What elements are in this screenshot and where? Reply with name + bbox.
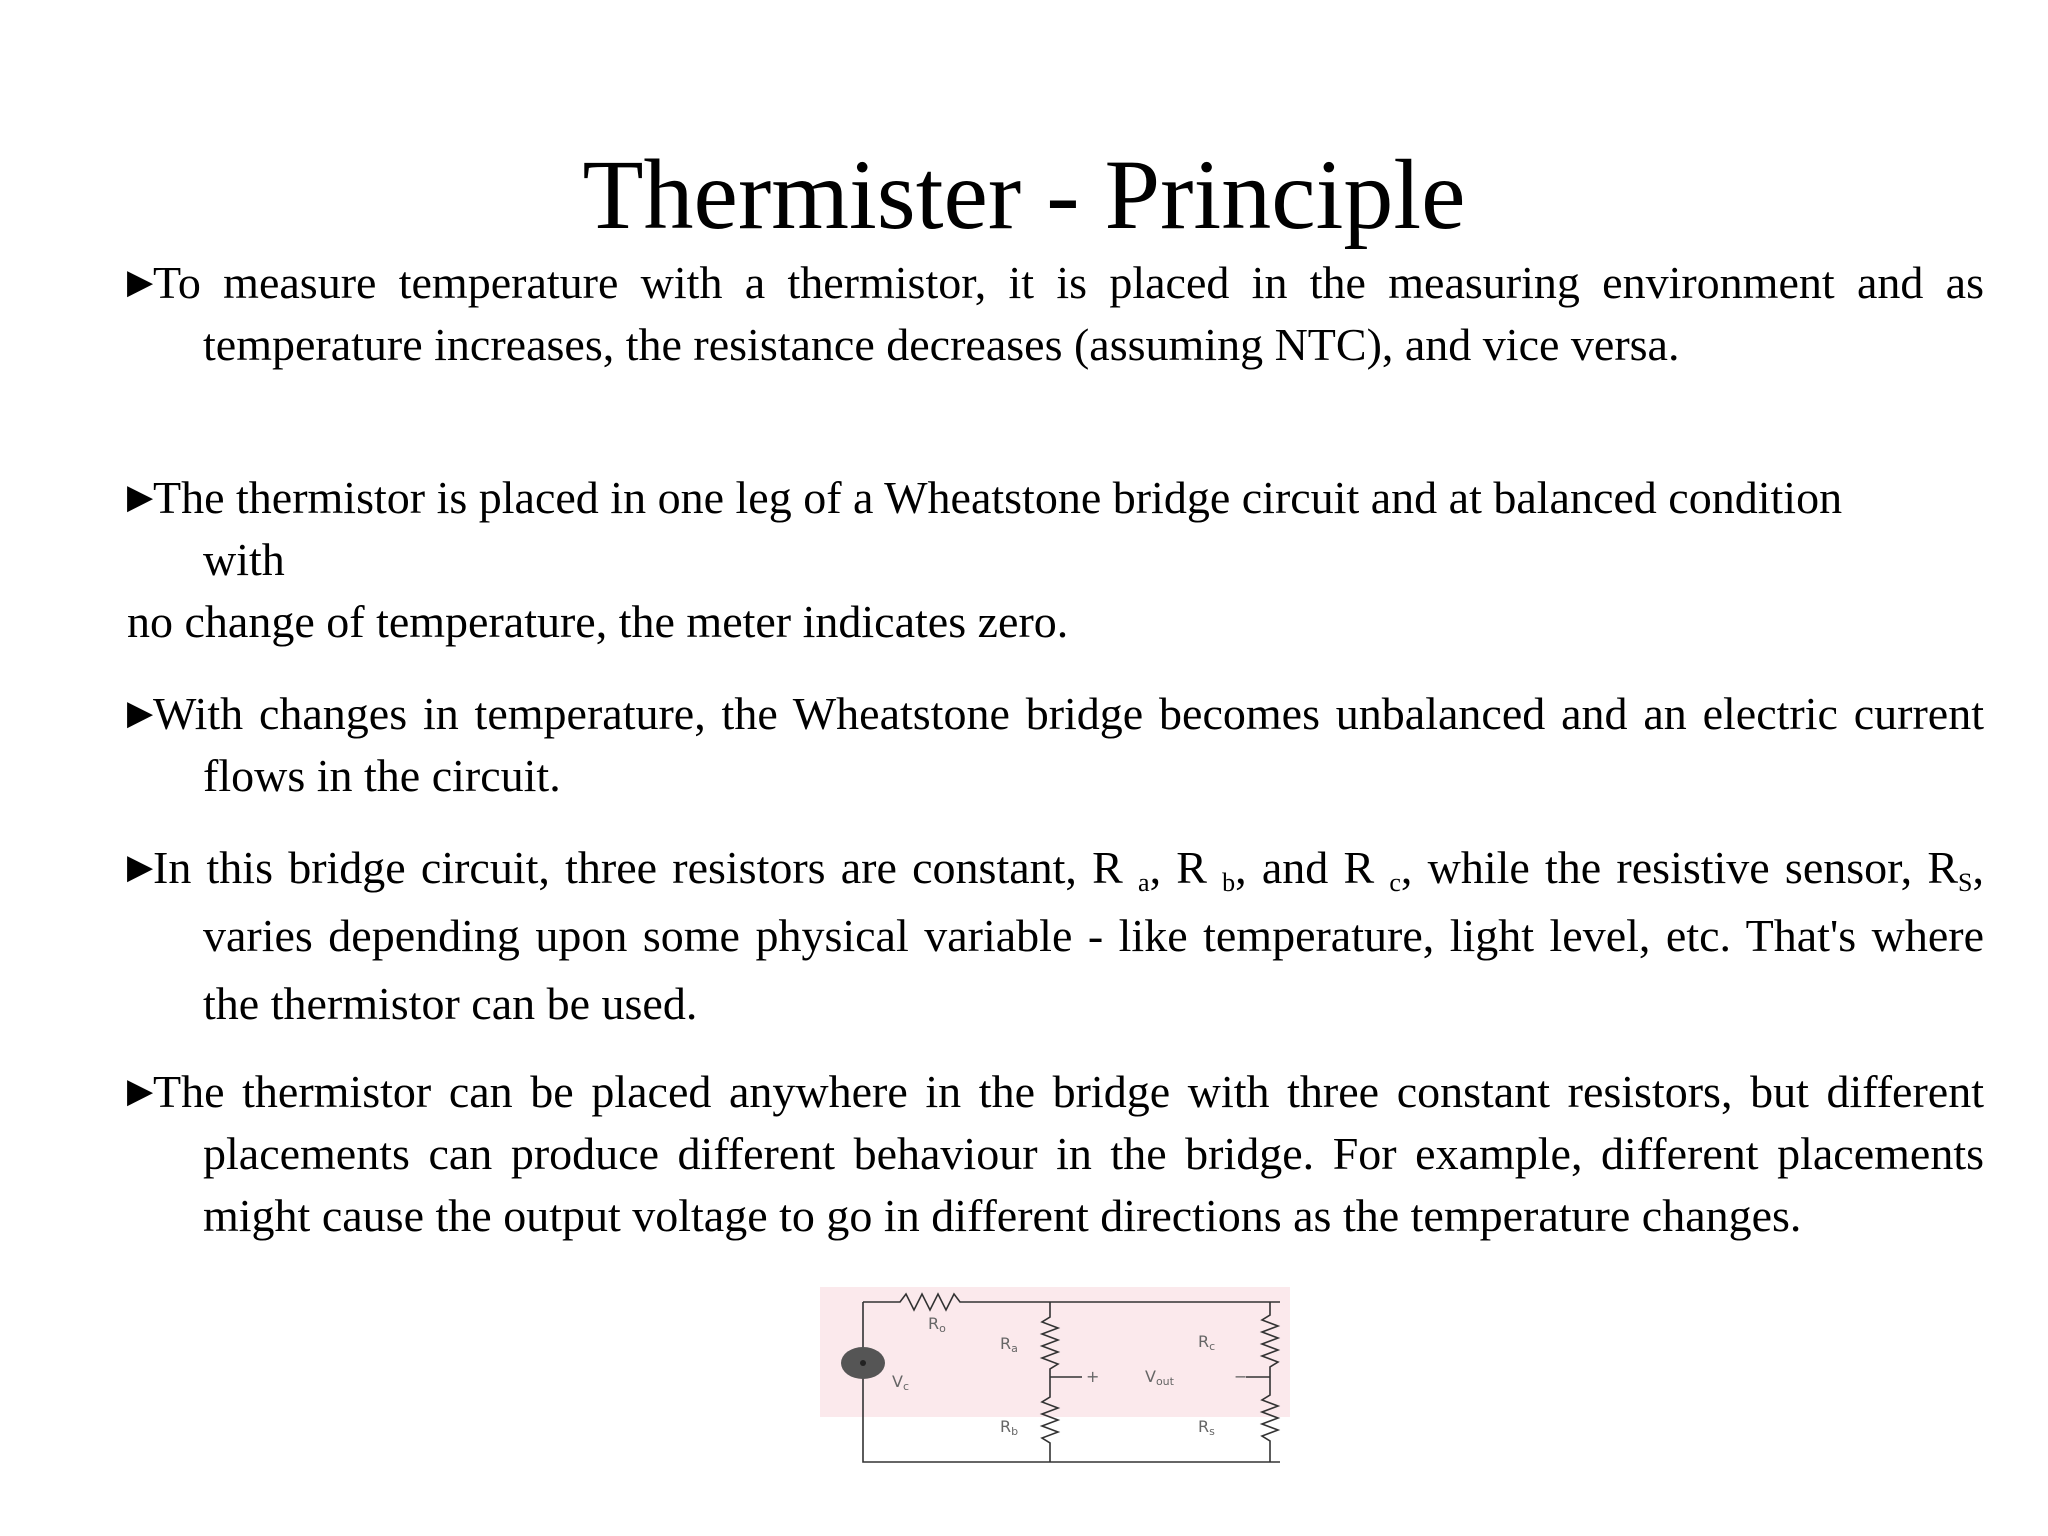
bullet-2-text: The thermistor is placed in one leg of a Wheatstone bridge circuit and at balanced condition with bbox=[153, 472, 1843, 585]
bullet-marker-icon: ▶ bbox=[127, 849, 154, 886]
subscript-c: c bbox=[1389, 868, 1401, 897]
bullet-2 bbox=[127, 467, 1917, 591]
label-rb: Rb bbox=[1000, 1417, 1019, 1438]
wheatstone-bridge-diagram bbox=[820, 1287, 1290, 1470]
label-vc: Vc bbox=[892, 1372, 910, 1393]
label-rc: Rc bbox=[1198, 1332, 1216, 1353]
bullet-3 bbox=[127, 683, 1984, 807]
bullet-1 bbox=[127, 252, 1984, 376]
bullet-5-text: The thermistor can be placed anywhere in the bridge with three constant resistors, but different placements can produce different behaviour in the bridge. For example, different placements might cause the output voltage to go in different directions as the temperature changes. bbox=[153, 1066, 1984, 1241]
subscript-b: b bbox=[1222, 868, 1236, 897]
subscript-s: S bbox=[1958, 868, 1973, 897]
bullet-marker-icon: ▶ bbox=[127, 695, 154, 732]
label-vout: Vout bbox=[1145, 1367, 1174, 1388]
voltage-source-center bbox=[860, 1360, 866, 1366]
label-ra: Ra bbox=[1000, 1334, 1018, 1355]
label-minus: − bbox=[1234, 1367, 1248, 1386]
bullet-marker-icon: ▶ bbox=[127, 479, 154, 516]
slide-title: Thermister - Principle bbox=[582, 139, 1466, 250]
subscript-a: a bbox=[1138, 868, 1150, 897]
label-plus: + bbox=[1086, 1367, 1100, 1386]
bullet-3-text: With changes in temperature, the Wheatstone bridge becomes unbalanced and an electric current flows in the circuit. bbox=[153, 688, 1984, 801]
label-ro: Ro bbox=[928, 1314, 946, 1335]
bullet-marker-icon: ▶ bbox=[127, 1073, 154, 1110]
bullet-1-text: To measure temperature with a thermistor, it is placed in the measuring environment and as temperature increases, the resistance decreases (assuming NTC), and vice versa. bbox=[153, 257, 1984, 370]
bullet-4-text: In this bridge circuit, three resistors are constant, R $_a$, R $_b$, and R $_c$, while the resistive sensor, $R_S$, varies depending upon some physical variable - like temperature, light level, etc. That's where the thermistor can be used. bbox=[153, 842, 1984, 1029]
bullet-2-continuation: no change of temperature, the meter indicates zero. bbox=[127, 596, 1069, 647]
bullet-5 bbox=[127, 1061, 1984, 1247]
diagram-background bbox=[820, 1287, 1290, 1417]
bullet-4 bbox=[127, 834, 1984, 1038]
label-rs: Rs bbox=[1198, 1417, 1215, 1438]
bullet-marker-icon: ▶ bbox=[127, 264, 154, 301]
